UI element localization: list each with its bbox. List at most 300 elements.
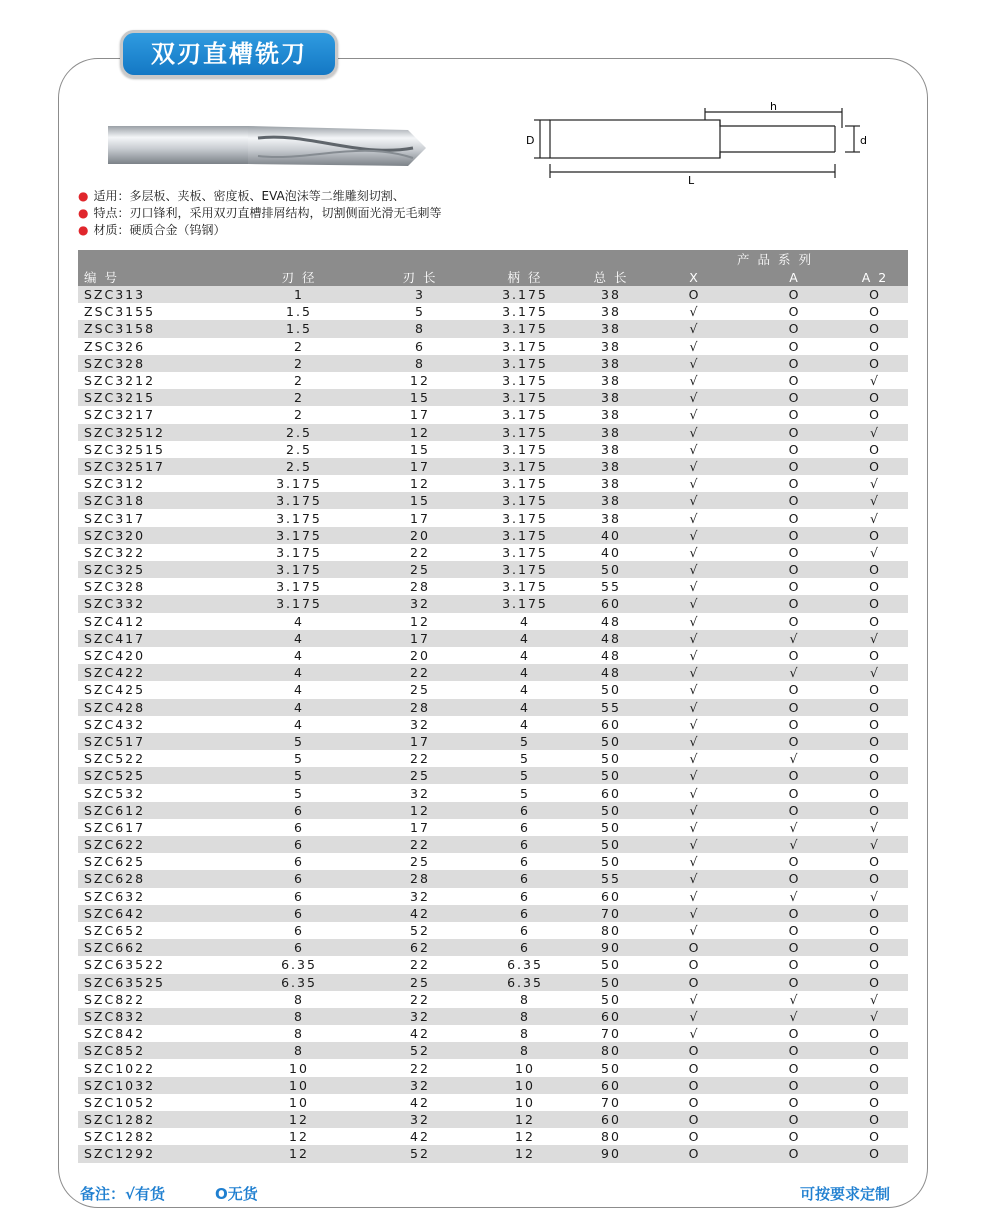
table-row [78,1077,908,1094]
cell-shank-dia: 3.175 [470,338,580,355]
cell-series-x: O [642,1094,747,1111]
cell-blade-len: 12 [370,802,470,819]
cell-blade-len: 3 [370,286,470,303]
cell-code: SZC3217 [78,406,228,423]
header-blade-dia: 刃 径 [281,270,317,285]
table-row [78,853,908,870]
cell-shank-dia: 5 [470,784,580,801]
cell-code: ZSC3158 [78,320,228,337]
cell-blade-len: 22 [370,664,470,681]
cell-total-len: 38 [580,458,642,475]
cell-series-x: √ [642,699,747,716]
table-row [78,716,908,733]
cell-shank-dia: 6 [470,853,580,870]
cell-series-a: O [747,320,842,337]
cell-shank-dia: 12 [470,1145,580,1162]
cell-series-a2: O [842,458,908,475]
cell-series-x: √ [642,613,747,630]
cell-total-len: 60 [580,595,642,612]
cell-series-a: √ [747,888,842,905]
cell-blade-len: 22 [370,836,470,853]
cell-blade-dia: 2 [228,338,370,355]
cell-series-a: O [747,853,842,870]
cell-code: SZC1022 [78,1059,228,1076]
cell-blade-len: 5 [370,303,470,320]
cell-shank-dia: 3.175 [470,475,580,492]
table-row [78,475,908,492]
cell-shank-dia: 6 [470,888,580,905]
cell-blade-len: 8 [370,320,470,337]
cell-code: SZC417 [78,630,228,647]
cell-series-x: √ [642,1025,747,1042]
cell-series-a: √ [747,819,842,836]
cell-shank-dia: 8 [470,1042,580,1059]
cell-blade-dia: 6 [228,888,370,905]
cell-shank-dia: 8 [470,1008,580,1025]
table-row [78,458,908,475]
cell-series-x: O [642,286,747,303]
cell-total-len: 50 [580,853,642,870]
cell-code: SZC1282 [78,1111,228,1128]
cell-blade-dia: 4 [228,647,370,664]
cell-code: SZC852 [78,1042,228,1059]
cell-blade-dia: 3.175 [228,544,370,561]
cell-code: SZC522 [78,750,228,767]
cell-series-a: O [747,699,842,716]
cell-series-x: √ [642,509,747,526]
cell-series-a2: √ [842,991,908,1008]
cell-total-len: 60 [580,1111,642,1128]
cell-code: SZC63522 [78,956,228,973]
cell-total-len: 90 [580,1145,642,1162]
cell-blade-dia: 6.35 [228,974,370,991]
table-row [78,1128,908,1145]
cell-series-a: O [747,613,842,630]
cell-shank-dia: 5 [470,733,580,750]
cell-blade-dia: 5 [228,767,370,784]
cell-shank-dia: 3.175 [470,527,580,544]
cell-series-x: √ [642,888,747,905]
cell-total-len: 90 [580,939,642,956]
bullet-dot-icon: ● [78,223,89,237]
cell-code: SZC312 [78,475,228,492]
cell-total-len: 38 [580,441,642,458]
cell-series-a: O [747,286,842,303]
cell-code: SZC1292 [78,1145,228,1162]
cell-code: SZC320 [78,527,228,544]
cell-blade-len: 22 [370,991,470,1008]
cell-series-x: √ [642,441,747,458]
cell-series-a2: O [842,303,908,320]
cell-series-x: √ [642,853,747,870]
table-header-row [78,250,908,268]
feature-item: ● 材质：硬质合金（钨钢） [78,223,226,237]
table-row [78,406,908,423]
cell-blade-dia: 8 [228,1042,370,1059]
cell-series-a2: O [842,561,908,578]
cell-code: ZSC326 [78,338,228,355]
cell-total-len: 80 [580,1042,642,1059]
cell-blade-dia: 6 [228,836,370,853]
cell-code: SZC642 [78,905,228,922]
cell-series-a2: O [842,939,908,956]
cell-series-x: O [642,1128,747,1145]
cell-blade-len: 32 [370,716,470,733]
cell-shank-dia: 10 [470,1077,580,1094]
cell-series-x: √ [642,733,747,750]
cell-blade-len: 25 [370,681,470,698]
cell-blade-dia: 8 [228,1025,370,1042]
cell-blade-dia: 2.5 [228,424,370,441]
cell-total-len: 50 [580,836,642,853]
feature-item: ● 特点：刃口锋利，采用双刃直槽排屑结构，切割侧面光滑无毛刺等 [78,206,442,220]
cell-series-x: √ [642,303,747,320]
cell-shank-dia: 12 [470,1111,580,1128]
table-row [78,784,908,801]
cell-series-x: √ [642,561,747,578]
cell-total-len: 60 [580,716,642,733]
cell-shank-dia: 4 [470,630,580,647]
spec-table [78,250,908,1163]
table-row [78,355,908,372]
cell-shank-dia: 3.175 [470,303,580,320]
cell-code: SZC317 [78,509,228,526]
cell-series-x: √ [642,716,747,733]
cell-total-len: 60 [580,784,642,801]
header-blade-len: 刃 长 [402,270,438,285]
cell-blade-len: 32 [370,1008,470,1025]
cell-blade-len: 28 [370,699,470,716]
cell-blade-len: 25 [370,853,470,870]
cell-series-a2: O [842,1077,908,1094]
cell-series-a2: √ [842,888,908,905]
table-row [78,767,908,784]
cell-series-a2: O [842,595,908,612]
cell-code: SZC628 [78,870,228,887]
cell-series-x: √ [642,338,747,355]
cell-shank-dia: 6 [470,836,580,853]
cell-series-a2: √ [842,492,908,509]
cell-blade-len: 42 [370,905,470,922]
cell-total-len: 60 [580,1077,642,1094]
cell-shank-dia: 3.175 [470,458,580,475]
cell-total-len: 50 [580,974,642,991]
cell-code: SZC325 [78,561,228,578]
cell-blade-dia: 2 [228,406,370,423]
cell-blade-dia: 6 [228,819,370,836]
cell-total-len: 70 [580,1094,642,1111]
cell-series-a: O [747,509,842,526]
table-row [78,664,908,681]
table-row [78,561,908,578]
cell-blade-dia: 12 [228,1145,370,1162]
cell-series-a2: O [842,1111,908,1128]
cell-blade-len: 15 [370,389,470,406]
cell-blade-dia: 3.175 [228,527,370,544]
cell-series-x: O [642,939,747,956]
cell-total-len: 50 [580,561,642,578]
cell-blade-dia: 10 [228,1059,370,1076]
cell-shank-dia: 4 [470,664,580,681]
cell-code: ZSC3155 [78,303,228,320]
bullet-dot-icon: ● [78,206,89,220]
cell-series-a2: O [842,647,908,664]
cell-series-x: √ [642,836,747,853]
cell-blade-len: 22 [370,544,470,561]
cell-shank-dia: 4 [470,716,580,733]
cell-blade-len: 17 [370,458,470,475]
cell-series-x: √ [642,527,747,544]
table-row [78,681,908,698]
cell-blade-len: 17 [370,819,470,836]
feature-list [78,188,442,239]
cell-series-a2: O [842,355,908,372]
cell-code: SZC622 [78,836,228,853]
cell-series-a2: O [842,784,908,801]
cell-blade-len: 17 [370,630,470,647]
cell-total-len: 50 [580,1059,642,1076]
cell-blade-len: 32 [370,784,470,801]
cell-series-x: √ [642,595,747,612]
table-row [78,870,908,887]
cell-series-a: O [747,733,842,750]
cell-series-x: √ [642,750,747,767]
cell-series-a2: √ [842,836,908,853]
cell-code: SZC525 [78,767,228,784]
cell-series-x: √ [642,647,747,664]
cell-blade-len: 22 [370,750,470,767]
cell-series-a2: O [842,320,908,337]
table-row [78,441,908,458]
cell-series-a: O [747,1077,842,1094]
cell-series-a2: O [842,527,908,544]
cell-series-x: √ [642,991,747,1008]
cell-shank-dia: 6 [470,922,580,939]
header-series-a2: A 2 [861,269,889,285]
table-row [78,1025,908,1042]
cell-blade-len: 12 [370,372,470,389]
cell-code: SZC332 [78,595,228,612]
cell-series-x: √ [642,819,747,836]
cell-shank-dia: 3.175 [470,492,580,509]
cell-blade-dia: 2.5 [228,441,370,458]
legend-has-stock: √有货 [125,1185,166,1203]
cell-series-a2: O [842,767,908,784]
cell-code: SZC32517 [78,458,228,475]
cell-series-a: O [747,406,842,423]
cell-series-x: O [642,1059,747,1076]
cell-blade-dia: 12 [228,1128,370,1145]
cell-shank-dia: 8 [470,991,580,1008]
bullet-dot-icon: ● [78,189,89,203]
cell-series-x: O [642,1042,747,1059]
cell-blade-dia: 1 [228,286,370,303]
cell-series-a: O [747,527,842,544]
cell-series-a: √ [747,1008,842,1025]
table-row [78,544,908,561]
cell-total-len: 38 [580,475,642,492]
cell-blade-dia: 8 [228,991,370,1008]
cell-blade-len: 15 [370,441,470,458]
cell-shank-dia: 3.175 [470,509,580,526]
cell-series-a: O [747,458,842,475]
cell-series-a2: O [842,870,908,887]
table-row [78,509,908,526]
cell-series-x: √ [642,1008,747,1025]
cell-blade-dia: 4 [228,681,370,698]
dim-D-label: D [526,134,535,147]
cell-blade-dia: 6 [228,870,370,887]
cell-blade-len: 52 [370,1145,470,1162]
cell-series-a2: √ [842,372,908,389]
table-row [78,956,908,973]
cell-series-x: √ [642,320,747,337]
cell-series-a2: O [842,699,908,716]
table-row [78,888,908,905]
cell-total-len: 38 [580,372,642,389]
cell-blade-len: 6 [370,338,470,355]
cell-series-a2: O [842,802,908,819]
cell-shank-dia: 3.175 [470,424,580,441]
cell-series-a: √ [747,630,842,647]
cell-series-a: O [747,956,842,973]
cell-series-a: O [747,922,842,939]
cell-series-x: √ [642,475,747,492]
cell-series-a: O [747,492,842,509]
cell-series-a: O [747,424,842,441]
cell-series-a: O [747,681,842,698]
cell-code: SZC1032 [78,1077,228,1094]
cell-shank-dia: 3.175 [470,544,580,561]
cell-blade-dia: 4 [228,664,370,681]
cell-code: SZC632 [78,888,228,905]
cell-total-len: 38 [580,355,642,372]
cell-series-a: O [747,578,842,595]
cell-series-a: O [747,1128,842,1145]
cell-series-x: √ [642,355,747,372]
cell-blade-dia: 5 [228,733,370,750]
cell-code: SZC322 [78,544,228,561]
cell-series-x: √ [642,578,747,595]
cell-series-a2: √ [842,664,908,681]
cell-total-len: 70 [580,1025,642,1042]
header-series-x: X [689,269,700,285]
cell-series-a2: O [842,716,908,733]
cell-series-a2: O [842,389,908,406]
table-row [78,613,908,630]
cell-total-len: 48 [580,664,642,681]
table-row [78,320,908,337]
table-row [78,389,908,406]
cell-blade-len: 20 [370,647,470,664]
cell-total-len: 38 [580,492,642,509]
cell-blade-len: 42 [370,1128,470,1145]
table-row [78,647,908,664]
cell-blade-len: 15 [370,492,470,509]
cell-series-a2: O [842,1145,908,1162]
cell-total-len: 38 [580,286,642,303]
cell-blade-len: 25 [370,974,470,991]
cell-series-x: √ [642,767,747,784]
cell-series-a: O [747,870,842,887]
cell-series-a: O [747,1111,842,1128]
cell-series-a2: O [842,733,908,750]
dim-h-label: h [770,100,777,113]
cell-shank-dia: 3.175 [470,320,580,337]
cell-total-len: 38 [580,320,642,337]
cell-shank-dia: 6.35 [470,974,580,991]
cell-blade-len: 42 [370,1025,470,1042]
cell-blade-dia: 10 [228,1077,370,1094]
cell-code: SZC832 [78,1008,228,1025]
cell-code: SZC412 [78,613,228,630]
cell-series-x: √ [642,630,747,647]
cell-shank-dia: 6 [470,802,580,819]
cell-total-len: 50 [580,802,642,819]
cell-series-a2: O [842,286,908,303]
cell-blade-dia: 2.5 [228,458,370,475]
cell-blade-dia: 8 [228,1008,370,1025]
cell-shank-dia: 3.175 [470,561,580,578]
cell-series-a2: √ [842,819,908,836]
cell-blade-len: 12 [370,424,470,441]
legend-no-stock: O无货 [215,1185,258,1203]
cell-blade-dia: 3.175 [228,595,370,612]
cell-shank-dia: 6.35 [470,956,580,973]
cell-shank-dia: 4 [470,647,580,664]
cell-shank-dia: 6 [470,905,580,922]
cell-blade-len: 52 [370,922,470,939]
cell-series-x: √ [642,784,747,801]
cell-blade-dia: 5 [228,750,370,767]
page-title: 双刃直槽铣刀 [120,30,338,78]
cell-series-a: O [747,544,842,561]
table-row [78,595,908,612]
cell-series-a2: √ [842,424,908,441]
cell-total-len: 70 [580,905,642,922]
cell-total-len: 38 [580,509,642,526]
cell-total-len: 38 [580,424,642,441]
cell-series-x: O [642,974,747,991]
cell-shank-dia: 10 [470,1094,580,1111]
cell-code: SZC652 [78,922,228,939]
cell-blade-dia: 2 [228,372,370,389]
cell-series-a: O [747,1025,842,1042]
cell-series-a2: O [842,853,908,870]
cell-blade-len: 42 [370,1094,470,1111]
cell-shank-dia: 6 [470,819,580,836]
cell-blade-dia: 6.35 [228,956,370,973]
header-code: 编 号 [84,270,119,285]
cell-code: SZC313 [78,286,228,303]
cell-code: SZC612 [78,802,228,819]
cell-code: SZC3215 [78,389,228,406]
cell-shank-dia: 3.175 [470,406,580,423]
cell-series-x: O [642,1111,747,1128]
cell-series-x: √ [642,424,747,441]
cell-blade-dia: 3.175 [228,492,370,509]
cell-total-len: 50 [580,956,642,973]
cell-series-a: O [747,1042,842,1059]
cell-blade-dia: 6 [228,922,370,939]
cell-blade-len: 17 [370,509,470,526]
cell-code: SZC32512 [78,424,228,441]
cell-total-len: 38 [580,303,642,320]
cell-series-a2: O [842,681,908,698]
cell-blade-dia: 4 [228,699,370,716]
cell-total-len: 50 [580,750,642,767]
cell-code: SZC1052 [78,1094,228,1111]
